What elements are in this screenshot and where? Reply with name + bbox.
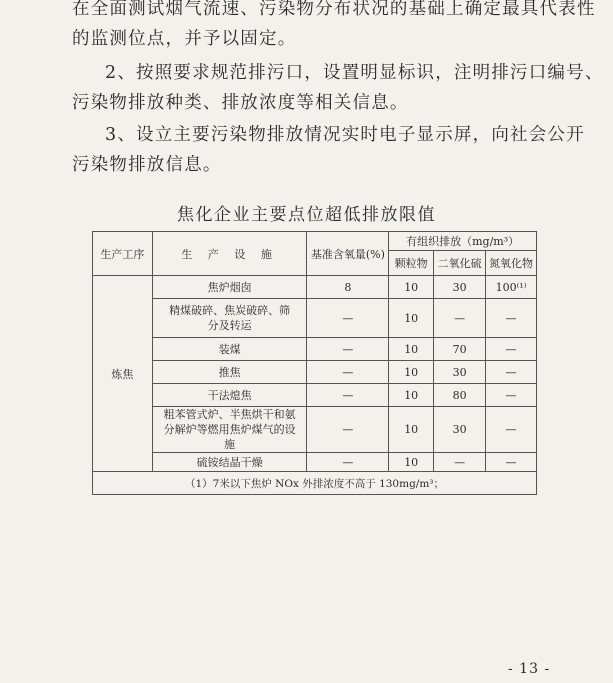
page-number: - 13 - [508, 661, 551, 677]
facility-cell: 推焦 [152, 361, 307, 384]
particulate-cell: 10 [389, 299, 434, 338]
facility-cell: 装煤 [152, 338, 307, 361]
nox-cell: — [486, 299, 537, 338]
header-particulate: 颗粒物 [389, 251, 434, 276]
nox-cell: — [486, 361, 537, 384]
facility-cell: 精煤破碎、焦炭破碎、筛分及转运 [152, 299, 307, 338]
so2-cell: 80 [434, 384, 486, 407]
table-row [93, 299, 537, 338]
oxygen-cell: — [307, 299, 389, 338]
table-row [93, 384, 537, 407]
particulate-cell: 10 [389, 453, 434, 472]
paragraph-line: 的监测位点，并予以固定。 [72, 29, 297, 49]
paragraph-monitoring-points [0, 0, 613, 54]
so2-cell: 30 [434, 276, 486, 299]
oxygen-cell: — [307, 407, 389, 453]
oxygen-cell: — [307, 453, 389, 472]
table-header-row [93, 232, 537, 251]
table-row [93, 407, 537, 453]
particulate-cell: 10 [389, 384, 434, 407]
paragraph-line: 污染物排放信息。 [72, 155, 222, 175]
emission-limits-table [92, 231, 537, 495]
so2-cell: 30 [434, 407, 486, 453]
so2-cell: — [434, 299, 486, 338]
nox-cell: 100⁽¹⁾ [486, 276, 537, 299]
table-title: 焦化企业主要点位超低排放限值 [177, 205, 436, 225]
header-facility: 生 产 设 施 [152, 232, 307, 276]
header-so2: 二氧化硫 [434, 251, 486, 276]
nox-cell: — [486, 453, 537, 472]
particulate-cell: 10 [389, 361, 434, 384]
process-cell: 炼焦 [93, 276, 153, 472]
header-oxygen: 基准含氧量(%) [307, 232, 389, 276]
table-footnote: （1）7米以下焦炉 NOx 外排浓度不高于 130mg/m³； [93, 472, 537, 495]
facility-cell: 硫铵结晶干燥 [152, 453, 307, 472]
paragraph-line: 在全面测试烟气流速、污染物分布状况的基础上确定最具代表性 [72, 0, 596, 19]
facility-cell: 干法熄焦 [152, 384, 307, 407]
particulate-cell: 10 [389, 338, 434, 361]
oxygen-cell: 8 [307, 276, 389, 299]
facility-cell: 粗苯管式炉、半焦烘干和氨分解炉等燃用焦炉煤气的设施 [152, 407, 307, 453]
oxygen-cell: — [307, 384, 389, 407]
particulate-cell: 10 [389, 276, 434, 299]
facility-cell: 焦炉烟囱 [152, 276, 307, 299]
particulate-cell: 10 [389, 407, 434, 453]
header-nox: 氮氧化物 [486, 251, 537, 276]
header-organized-emission: 有组织排放（mg/m³） [389, 232, 537, 251]
paragraph-line: 3、设立主要污染物排放情况实时电子显示屏，向社会公开 [105, 125, 585, 145]
nox-cell: — [486, 338, 537, 361]
so2-cell: 70 [434, 338, 486, 361]
table-row [93, 338, 537, 361]
nox-cell: — [486, 407, 537, 453]
table-row [93, 453, 537, 472]
so2-cell: — [434, 453, 486, 472]
table-row [93, 276, 537, 299]
paragraph-outfall-standard [0, 58, 613, 118]
header-process: 生产工序 [93, 232, 153, 276]
so2-cell: 30 [434, 361, 486, 384]
paragraph-line: 2、按照要求规范排污口，设置明显标识，注明排污口编号、 [105, 63, 604, 83]
table-row [93, 361, 537, 384]
oxygen-cell: — [307, 361, 389, 384]
paragraph-line: 污染物排放种类、排放浓度等相关信息。 [72, 93, 409, 113]
nox-cell: — [486, 384, 537, 407]
table-note-row [93, 472, 537, 495]
paragraph-display-screen [0, 120, 613, 180]
oxygen-cell: — [307, 338, 389, 361]
